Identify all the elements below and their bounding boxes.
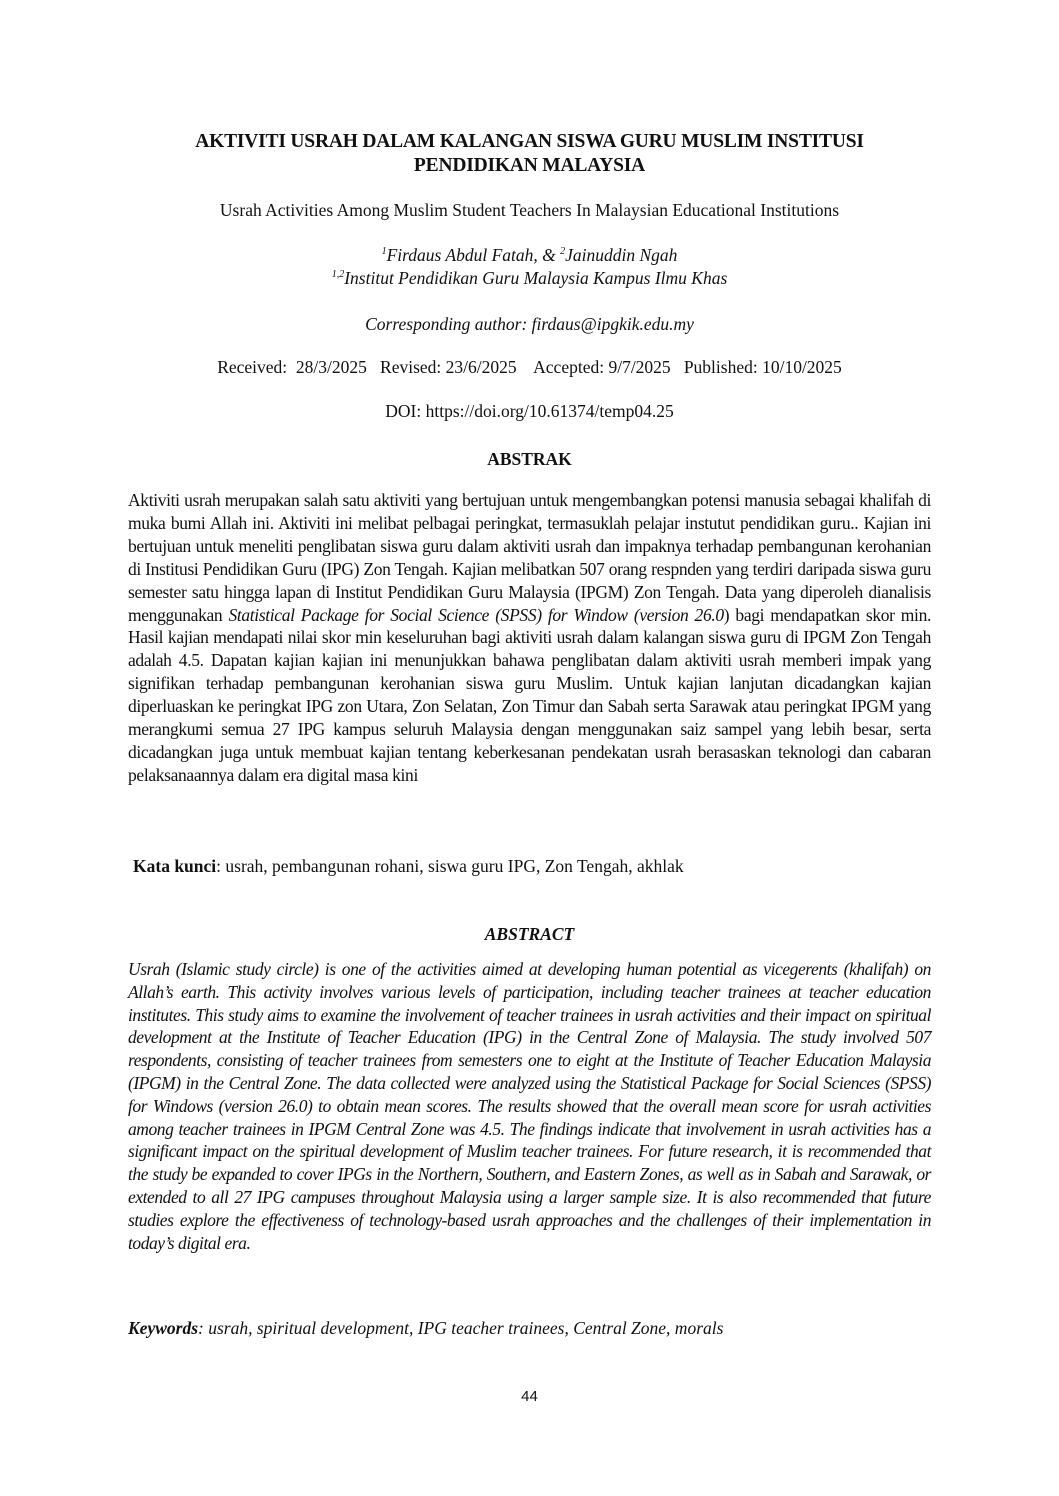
keywords [128, 1318, 723, 1339]
date-accepted: Accepted: 9/7/2025 [533, 357, 671, 377]
abstrak-body [128, 489, 931, 787]
paper-title [100, 130, 959, 178]
affiliation-superscript: 1,2 [331, 269, 345, 280]
paper-subtitle: Usrah Activities Among Muslim Student Teachers In Malaysian Educational Institutions [219, 200, 840, 220]
kata-kunci [133, 856, 684, 877]
author-2: Jainuddin Ngah [565, 245, 678, 265]
abstrak-heading: ABSTRAK [487, 449, 572, 469]
abstract-heading: ABSTRACT [484, 924, 575, 944]
affiliation-line [100, 267, 959, 290]
page-number: 44 [521, 1388, 538, 1405]
keywords-values: : usrah, spiritual development, IPG teacher trainees, Central Zone, morals [198, 1318, 724, 1338]
author1-superscript: 1 [381, 246, 387, 257]
keywords-label: Keywords [128, 1318, 198, 1338]
title-line-1: AKTIVITI USRAH DALAM KALANGAN SISWA GURU MUSLIM INSTITUSI [195, 131, 864, 152]
abstrak-text-italic: Statistical Package for Social Science (SPSS) for Window (version 26.0 [228, 604, 724, 625]
title-line-2: PENDIDIKAN MALAYSIA [413, 155, 646, 176]
author2-superscript: 2 [560, 246, 566, 257]
affiliation: Institut Pendidikan Guru Malaysia Kampus Ilmu Khas [344, 268, 728, 288]
publication-dates [100, 357, 959, 378]
kata-kunci-label: Kata kunci [133, 856, 217, 876]
author-line [100, 244, 959, 267]
kata-kunci-values: : usrah, pembangunan rohani, siswa guru IPG, Zon Tengah, akhlak [216, 856, 684, 876]
author-block [100, 244, 959, 290]
abstrak-text-2: ) bagi mendapatkan skor min. Hasil kajian mendapati nilai skor min keseluruhan bagi aktiviti usrah dalam kalangan siswa guru di IPGM Zon Tengah adalah 4.5. Dapatan kajian kajian ini menunjukkan bahawa penglibatan dalam aktiviti usrah memberi impak yang signifikan terhadap pembangunan kerohanian siswa guru Muslim. Untuk kajian lanjutan dicadangkan kajian diperluaskan ke peringkat IPG zon Utara, Zon Selatan, Zon Timur dan Sabah serta Sarawak atau peringkat IPGM yang merangkumi semua 27 IPG kampus seluruh Malaysia dengan menggunakan saiz sampel yang lebih besar, serta dicadangkan juga untuk membuat kajian tentang keberkesanan pendekatan usrah berasaskan teknologi dan cabaran pelaksanaannya dalam era digital masa kini [128, 604, 931, 785]
abstract-body: Usrah (Islamic study circle) is one of the activities aimed at developing human potential as vicegerents (khalifah) on Allah’s earth. This activity involves various levels of participation, including teacher trainees at teacher education institutes. This study aims to examine the involvement of teacher trainees in usrah activities and their impact on spiritual development at the Institute of Teacher Education (IPG) in the Central Zone of Malaysia. The study involved 507 respondents, consisting of teacher trainees from semesters one to eight at the Institute of Teacher Education Malaysia (IPGM) in the Central Zone. The data collected were analyzed using the Statistical Package for Social Sciences (SPSS) for Windows (version 26.0) to obtain mean scores. The results showed that the overall mean score for usrah activities among teacher trainees in IPGM Central Zone was 4.5. The findings indicate that involvement in usrah activities has a significant impact on the spiritual development of Muslim teacher trainees. For future research, it is recommended that the study be expanded to cover IPGs in the Northern, Southern, and Eastern Zones, as well as in Sabah and Sarawak, or extended to all 27 IPG campuses throughout Malaysia using a larger sample size. It is also recommended that future studies explore the effectiveness of technology-based usrah approaches and the challenges of their implementation in today’s digital era. [128, 959, 931, 1253]
abstrak-text-1: Aktiviti usrah merupakan salah satu aktiviti yang bertujuan untuk mengembangkan potensi manusia sebagai khalifah di muka bumi Allah ini. Aktiviti ini melibat pelbagai peringkat, termasuklah pelajar instutut pendidikan guru.. Kajian ini bertujuan untuk meneliti penglibatan siswa guru dalam aktiviti usrah dan impaknya terhadap pembangunan kerohanian di Institusi Pendidikan Guru (IPG) Zon Tengah. Kajian melibatkan 507 orang respnden yang terdiri daripada siswa guru semester satu hingga lapan di Institut Pendidikan Guru Malaysia (IPGM) Zon Tengah. Data yang diperoleh dianalisis menggunakan [128, 490, 931, 625]
author-1: Firdaus Abdul Fatah, & [386, 245, 561, 265]
date-published: Published: 10/10/2025 [683, 357, 842, 377]
corresponding-author: Corresponding author: firdaus@ipgkik.edu.my [365, 314, 694, 334]
date-received: Received: 28/3/2025 [217, 357, 367, 377]
doi-link[interactable]: DOI: https://doi.org/10.61374/temp04.25 [385, 401, 674, 421]
date-revised: Revised: 23/6/2025 [380, 357, 517, 377]
